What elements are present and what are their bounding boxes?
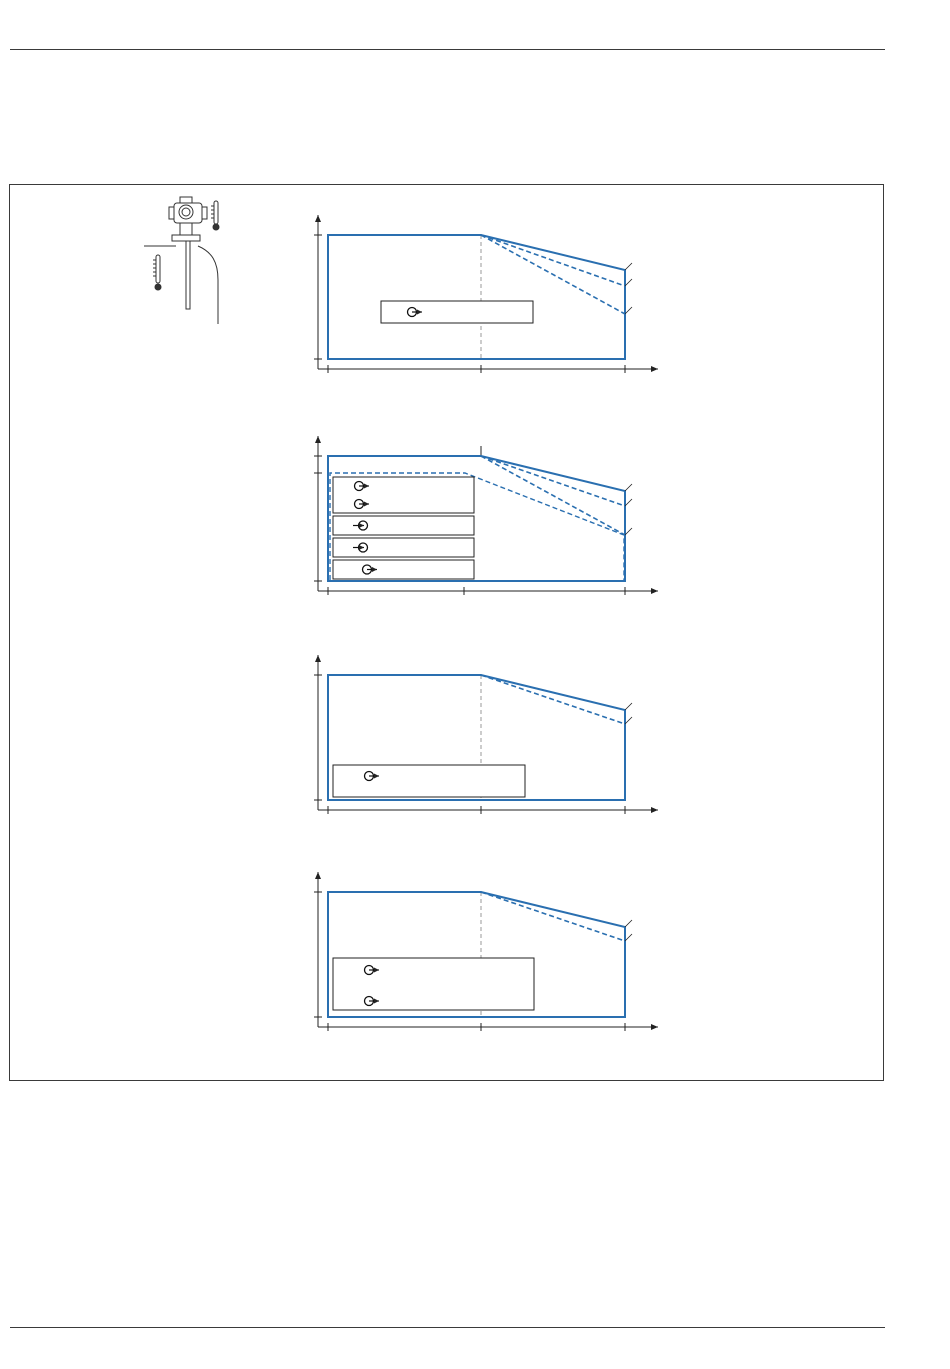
curve-leader (625, 703, 632, 710)
curve-leader (625, 528, 632, 535)
derating-panel-4 (314, 872, 658, 1031)
curve-leader (625, 263, 632, 270)
derating-curve (481, 892, 625, 941)
thermometer-icon (153, 255, 161, 290)
derating-curve (481, 456, 625, 506)
legend-box (333, 516, 474, 535)
derating-panel-3 (314, 655, 658, 814)
legend-box (333, 477, 474, 513)
legend-box (333, 538, 474, 557)
derating-panel-1 (314, 215, 658, 373)
derating-curve (481, 235, 625, 286)
legend-box (333, 765, 525, 797)
derating-panel-2 (314, 436, 658, 595)
tank-wall-icon (144, 246, 218, 324)
thermometer-icon (211, 201, 219, 230)
curve-leader (625, 484, 632, 491)
operating-envelope (328, 235, 625, 359)
curve-leader (625, 499, 632, 506)
curve-leader (625, 717, 632, 724)
curve-leader (625, 920, 632, 927)
transmitter-housing-icon (169, 197, 207, 241)
legend-box (333, 958, 534, 1010)
device-illustration (144, 197, 219, 324)
legend-box (333, 560, 474, 579)
derating-curve (481, 675, 625, 724)
curve-leader (625, 934, 632, 941)
curve-leader (625, 307, 632, 314)
probe-rod-icon (186, 241, 190, 309)
derating-curve (481, 456, 625, 535)
legend-box (381, 301, 533, 323)
curve-leader (625, 279, 632, 286)
